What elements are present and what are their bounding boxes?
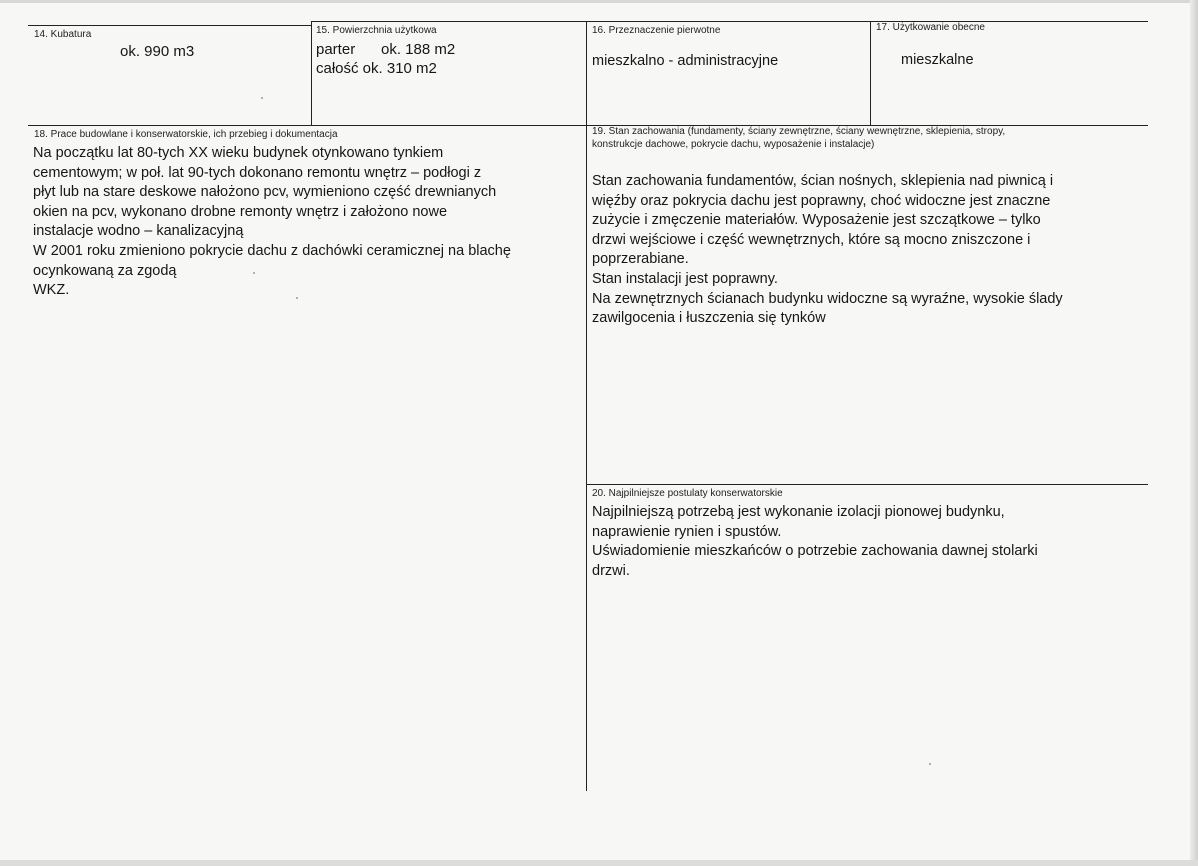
text-line: drzwi wejściowe i część wewnętrznych, które są mocno zniszczone i bbox=[592, 231, 1031, 248]
field-17-value: mieszkalne bbox=[901, 52, 974, 68]
scan-edge-right bbox=[1190, 0, 1198, 866]
field-18-label: 18. Prace budowlane i konserwatorskie, ich przebieg i dokumentacja bbox=[34, 129, 338, 140]
text-line: Stan zachowania fundamentów, ścian nośnych, sklepienia nad piwnicą i bbox=[592, 173, 1054, 189]
text-line: poprzerabiane. bbox=[592, 251, 689, 268]
col-divider-16-17 bbox=[870, 21, 871, 125]
text-line: zawilgocenia i łuszczenia się tynków bbox=[592, 310, 826, 327]
text-line: cementowym; w poł. lat 90-tych dokonano remontu wnętrz – podłogi z bbox=[33, 164, 482, 181]
text-line: Uświadomienie mieszkańców o potrzebie zachowania dawnej stolarki bbox=[592, 543, 1038, 560]
field-16-label: 16. Przeznaczenie pierwotne bbox=[592, 25, 721, 36]
text-line: płyt lub na stare deskowe nałożono pcv, wymieniono część drewnianych bbox=[33, 184, 497, 201]
field-20-label: 20. Najpilniejsze postulaty konserwatorskie bbox=[592, 488, 783, 499]
text-line: zużycie i zmęczenie materiałów. Wyposażenie jest szczątkowe – tylko bbox=[592, 212, 1041, 229]
top-row-border bbox=[28, 25, 311, 26]
field-15-label: 15. Powierzchnia użytkowa bbox=[316, 25, 437, 36]
text-line: instalacje wodno – kanalizacyjną bbox=[33, 223, 244, 240]
field-14-value: ok. 990 m3 bbox=[120, 43, 195, 60]
field-15-parter-value: ok. 188 m2 bbox=[381, 41, 456, 58]
field-16-value: mieszkalno - administracyjne bbox=[592, 53, 779, 69]
field-19-text bbox=[592, 172, 1063, 329]
field-20-text bbox=[592, 503, 1038, 581]
text-line: Na zewnętrznych ścianach budynku widoczne są wyraźne, wysokie ślady bbox=[592, 290, 1063, 307]
text-line: Najpilniejszą potrzebą jest wykonanie izolacji pionowej budynku, bbox=[592, 504, 1005, 520]
field-19-label-cont: konstrukcje dachowe, pokrycie dachu, wyposażenie i instalacje) bbox=[592, 139, 875, 150]
field-15-total: całość ok. 310 m2 bbox=[316, 60, 437, 77]
field-17-label: 17. Użytkowanie obecne bbox=[876, 22, 985, 33]
text-line: W 2001 roku zmieniono pokrycie dachu z dachówki ceramicznej na blachę bbox=[33, 242, 511, 259]
scan-edge-top bbox=[0, 0, 1198, 3]
text-line: Na początku lat 80-tych XX wieku budynek otynkowano tynkiem bbox=[33, 145, 444, 161]
col-divider-14-15 bbox=[311, 21, 312, 125]
text-line: okien na pcv, wykonano drobne remonty wnętrz i założono nowe bbox=[33, 203, 448, 220]
field-18-text bbox=[33, 144, 511, 301]
field-14-label: 14. Kubatura bbox=[34, 29, 92, 40]
text-line: naprawienie rynien i spustów. bbox=[592, 523, 782, 540]
text-line: drzwi. bbox=[592, 562, 630, 579]
scan-speck bbox=[296, 297, 298, 299]
scan-speck bbox=[261, 97, 263, 99]
section-20-border bbox=[586, 484, 1148, 485]
scan-speck bbox=[929, 763, 931, 765]
text-line: Stan instalacji jest poprawny. bbox=[592, 270, 778, 287]
scan-speck bbox=[253, 272, 255, 274]
text-line: ocynkowaną za zgodą bbox=[33, 262, 177, 279]
scan-edge-bottom bbox=[0, 860, 1198, 866]
text-line: WKZ. bbox=[33, 282, 70, 299]
col-divider-15-16 bbox=[586, 21, 587, 791]
field-19-label: 19. Stan zachowania (fundamenty, ściany zewnętrzne, ściany wewnętrzne, sklepienia, stropy, bbox=[592, 126, 1006, 137]
field-15-parter-label: parter bbox=[316, 41, 356, 58]
text-line: więźby oraz pokrycia dachu jest poprawny, choć widoczne jest znaczne bbox=[592, 192, 1051, 209]
top-row-border bbox=[311, 21, 1148, 22]
